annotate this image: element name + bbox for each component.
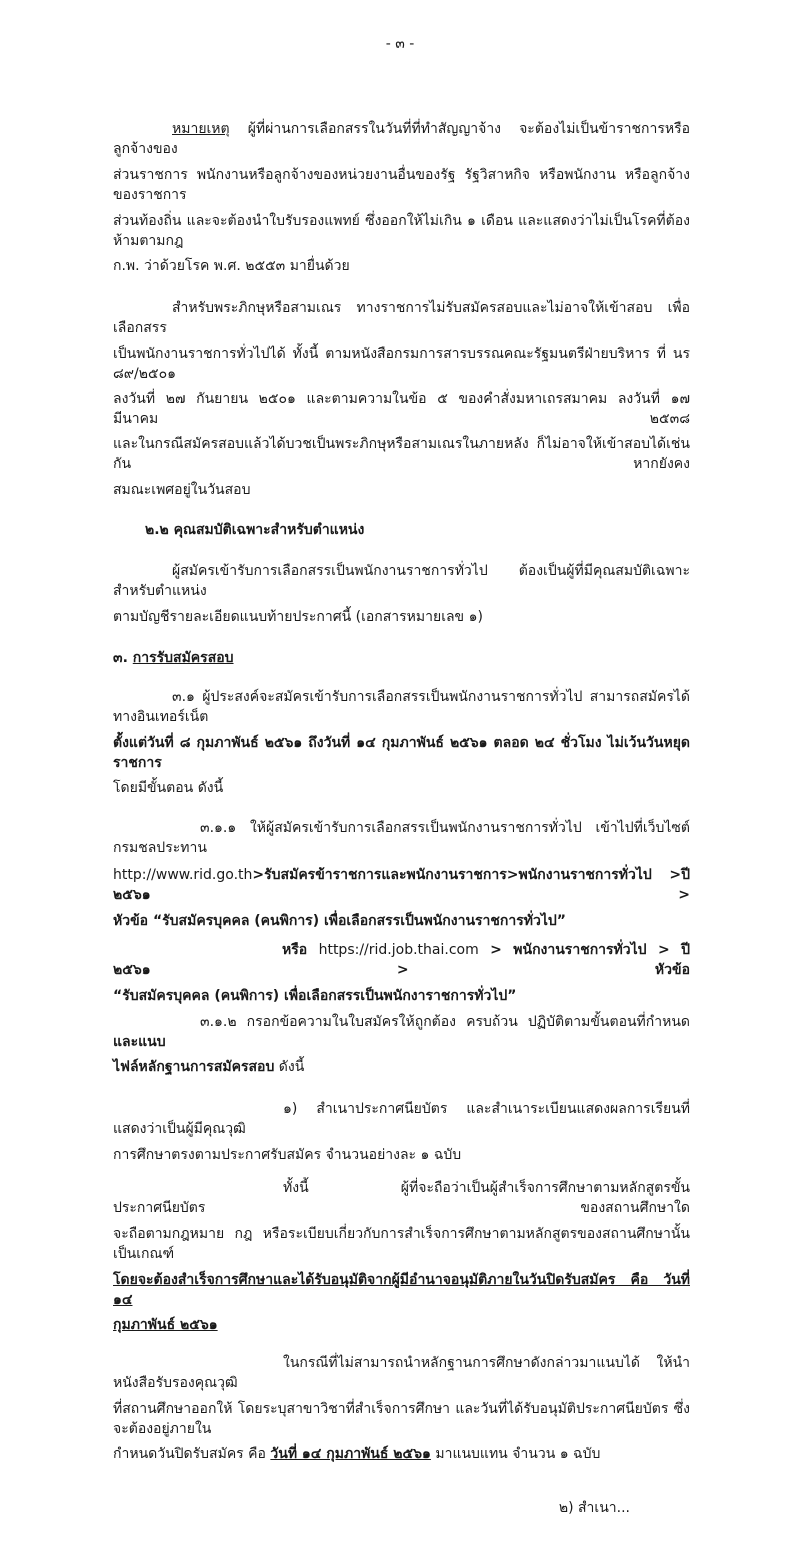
text-line (113, 1145, 690, 1165)
text-segment: มาแนบแทน จำนวน ๑ ฉบับ (430, 1446, 601, 1462)
text-line (113, 940, 690, 980)
text-segment: ผู้ที่ผ่านการเลือกสรรในวันที่ที่ทำสัญญาจ้าง จะต้องไม่เป็นข้าราชการหรือลูกจ้างของ (113, 121, 690, 157)
text-line (113, 480, 690, 500)
bold-text: การรับสมัครสอบ (132, 650, 234, 666)
text-segment: ส่วนราชการ พนักงานหรือลูกจ้างของหน่วยงานอื่นของรัฐ รัฐวิสาหกิจ หรือพนักงาน หรือลูกจ้างของราชการ (113, 167, 690, 203)
text-line (113, 344, 690, 384)
text-segment: โดยมีขั้นตอน ดังนี้ (113, 780, 224, 796)
text-segment: การศึกษาตรงตามประกาศรับสมัคร จำนวนอย่างละ ๑ ฉบับ (113, 1147, 462, 1163)
url-text: https://rid.job.thai.com (318, 942, 479, 958)
text-line (113, 818, 690, 858)
text-line (113, 648, 690, 668)
text-line (113, 986, 690, 1006)
text-line (113, 1353, 690, 1393)
bold-text: ๓. (113, 650, 133, 666)
text-line (113, 778, 690, 798)
text-line (113, 733, 690, 773)
text-line (113, 119, 690, 159)
text-segment: ส่วนท้องถิ่น และจะต้องนำใบรับรองแพทย์ ซึ่งออกให้ไม่เกิน ๑ เดือน และแสดงว่าไม่เป็นโรคที่ต้องห้ามตามกฎ (113, 213, 690, 249)
text-line (113, 1270, 690, 1310)
text-line (113, 1224, 690, 1264)
text-line (113, 256, 690, 276)
bold-text: กุมภาพันธ์ ๒๕๖๑ (113, 1317, 218, 1333)
text-segment: ลงวันที่ ๒๗ กันยายน ๒๕๐๑ และตามความในข้อ ๕ ของคำสั่งมหาเถรสมาคม ลงวันที่ ๑๗ มีนาคม ๒๕๓๘ (113, 391, 690, 427)
bold-text: หรือ (282, 942, 319, 958)
text-line (113, 1178, 690, 1218)
text-line (113, 1315, 690, 1335)
text-segment: ในกรณีที่ไม่สามารถนำหลักฐานการศึกษาดังกล่าวมาแนบได้ ให้นำหนังสือรับรองคุณวุฒิ (113, 1355, 690, 1391)
bold-text: “รับสมัครบุคคล (คนพิการ) เพื่อเลือกสรรเป็นพนักงาราชการทั่วไป” (113, 988, 517, 1004)
text-segment: ที่สถานศึกษาออกให้ โดยระบุสาขาวิชาที่สำเร็จการศึกษา และวันที่ได้รับอนุมัติประกาศนียบัตร ซึ่งจะต้องอยู่ภายใน (113, 1401, 690, 1437)
text-segment: ๓.๑.๒ กรอกข้อความในใบสมัครให้ถูกต้อง ครบถ้วน ปฏิบัติตามขั้นตอนที่กำหนด (200, 1014, 690, 1030)
text-line (113, 211, 690, 251)
text-segment: ก.พ. ว่าด้วยโรค พ.ศ. ๒๕๕๓ มายื่นด้วย (113, 258, 350, 274)
text-segment: ๑) สำเนาประกาศนียบัตร และสำเนาระเบียนแสดงผลการเรียนที่แสดงว่าเป็นผู้มีคุณวุฒิ (113, 1101, 690, 1137)
footer-continuation: ๒) สำเนา... (558, 1500, 630, 1516)
text-line (113, 1399, 690, 1439)
text-line (113, 298, 690, 338)
bold-text: วันที่ ๑๔ กุมภาพันธ์ ๒๕๖๑ (270, 1446, 431, 1462)
bold-text: ไฟล์หลักฐานการสมัครสอบ (113, 1059, 275, 1075)
text-line (113, 434, 690, 474)
text-segment: และในกรณีสมัครสอบแล้วได้บวชเป็นพระภิกษุหรือสามเณรในภายหลัง ก็ไม่อาจให้เข้าสอบได้เช่นกัน หากยังคง (113, 436, 690, 472)
bold-text: ๒.๒ คุณสมบัติเฉพาะสำหรับตำแหน่ง (145, 522, 365, 538)
text-segment: ตามบัญชีรายละเอียดแนบท้ายประกาศนี้ (เอกสารหมายเลข ๑) (113, 609, 483, 625)
text-line (113, 607, 690, 627)
text-segment: จะถือตามกฎหมาย กฎ หรือระเบียบเกี่ยวกับการสำเร็จการศึกษาตามหลักสูตรของสถานศึกษานั้นเป็นเกณฑ์ (113, 1226, 690, 1262)
text-line (113, 1444, 690, 1464)
text-line (113, 1099, 690, 1139)
text-segment: หมายเหตุ (172, 121, 230, 137)
text-line (113, 520, 690, 540)
text-line (113, 687, 690, 727)
bold-text: > พนักงานราชการทั่วไป > ปี ๒๕๖๑ > หัวข้อ (113, 942, 691, 978)
text-segment: ๓.๑.๑ ให้ผู้สมัครเข้ารับการเลือกสรรเป็นพนักงานราชการทั่วไป เข้าไปที่เว็บไซต์กรมชลประทาน (113, 820, 690, 856)
text-line (113, 561, 690, 601)
bold-text: หัวข้อ “รับสมัครบุคคล (คนพิการ) เพื่อเลือกสรรเป็นพนักงานราชการทั่วไป” (113, 913, 566, 929)
text-line (113, 911, 690, 931)
text-segment: ดังนี้ (274, 1059, 305, 1075)
text-segment: ทั้งนี้ ผู้ที่จะถือว่าเป็นผู้สำเร็จการศึกษาตามหลักสูตรขั้นประกาศนียบัตร ของสถานศึกษาใด (113, 1180, 690, 1216)
text-segment: ๓.๑ ผู้ประสงค์จะสมัครเข้ารับการเลือกสรรเป็นพนักงานราชการทั่วไป สามารถสมัครได้ทางอินเทอร์เน็ต (113, 689, 690, 725)
text-line (113, 1012, 690, 1052)
bold-text: >รับสมัครข้าราชการและพนักงานราชการ>พนักงานราชการทั่วไป >ปี ๒๕๖๑ > (113, 867, 690, 903)
bold-text: และแนบ (113, 1034, 166, 1050)
text-segment: สมณะเพศอยู่ในวันสอบ (113, 482, 251, 498)
url-text: http://www.rid.go.th (113, 867, 253, 883)
page-number: - ๓ - (385, 36, 415, 52)
text-segment: ผู้สมัครเข้ารับการเลือกสรรเป็นพนักงานราชการทั่วไป ต้องเป็นผู้ที่มีคุณสมบัติเฉพาะสำหรับตำแหน่ง (113, 563, 690, 599)
document-body (113, 119, 690, 1464)
text-line (113, 1057, 690, 1077)
bold-text: ตั้งแต่วันที่ ๘ กุมภาพันธ์ ๒๕๖๑ ถึงวันที่ ๑๔ กุมภาพันธ์ ๒๕๖๑ ตลอด ๒๔ ชั่วโมง ไม่เว้นวันหยุดราชการ (113, 735, 690, 771)
text-segment: สำหรับพระภิกษุหรือสามเณร ทางราชการไม่รับสมัครสอบและไม่อาจให้เข้าสอบ เพื่อเลือกสรร (113, 300, 690, 336)
text-segment: กำหนดวันปิดรับสมัคร คือ (113, 1446, 271, 1462)
text-segment: เป็นพนักงานราชการทั่วไปได้ ทั้งนี้ ตามหนังสือกรมการสารบรรณคณะรัฐมนตรีฝ่ายบริหาร ที่ นร ๘๙/๒๕๐๑ (113, 346, 690, 382)
text-line (113, 389, 690, 429)
bold-text: โดยจะต้องสำเร็จการศึกษาและได้รับอนุมัติจากผู้มีอำนาจอนุมัติภายในวันปิดรับสมัคร คือ วันที่ ๑๔ (113, 1272, 690, 1308)
text-line (113, 165, 690, 205)
text-line (113, 865, 690, 905)
